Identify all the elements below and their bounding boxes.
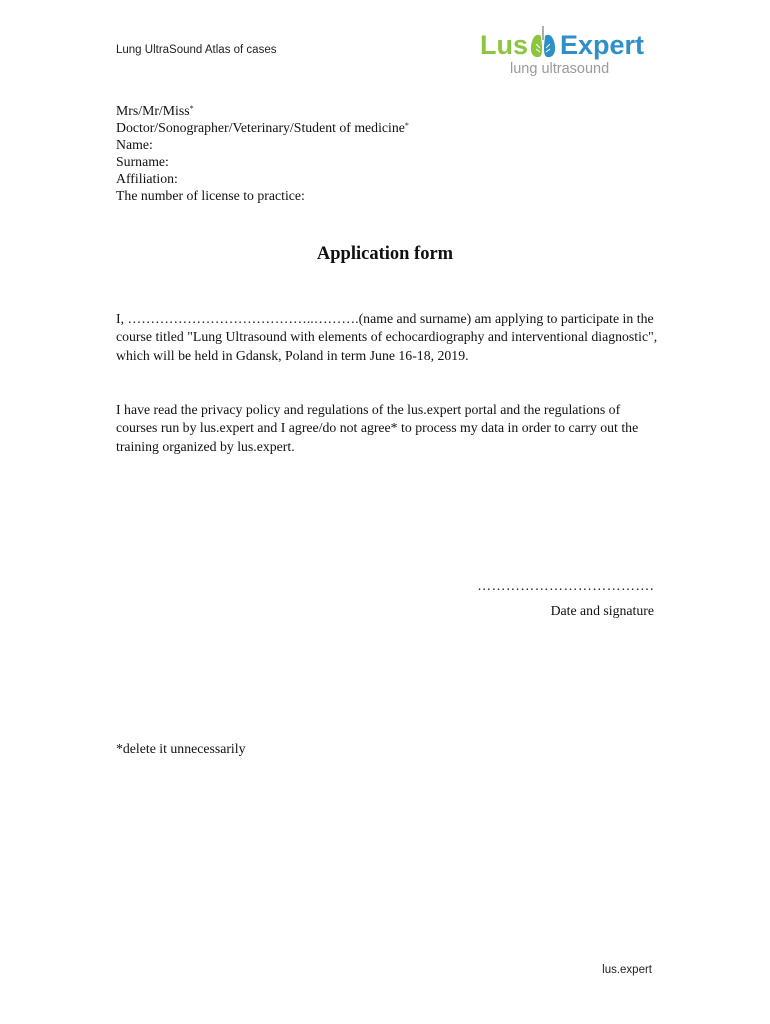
profession-label: Doctor/Sonographer/Veterinary/Student of medicine <box>116 120 405 135</box>
form-title: Application form <box>316 244 454 264</box>
footnote: *delete it unnecessarily <box>116 741 246 756</box>
profession-mark: * <box>404 121 409 130</box>
license-label: The number of license to practice: <box>116 188 305 203</box>
signature-label: Date and signature <box>550 603 654 618</box>
salutation-label: Mrs/Mr/Miss <box>116 103 190 118</box>
privacy-consent-paragraph: I have read the privacy policy and regulations of the lus.expert portal and the regulations of courses run by lus.expert and I agree/do not agree* to process my data in order to carry out the training organized by lus.expert. <box>116 402 639 454</box>
salutation-line <box>116 102 409 119</box>
participation-paragraph: I, …………………………………..……….(name and surname) am applying to participate in the course titled "Lung Ultrasound with elements of echocardiography and interventional diagnostic", which will be held in Gdansk, Poland in term June 16-18, 2019. <box>116 311 658 363</box>
header-title: Lung UltraSound Atlas of cases <box>116 44 277 56</box>
name-label: Name: <box>116 137 153 152</box>
logo-word-lus: Lus <box>480 30 529 60</box>
logo-word-expert: Expert <box>560 30 645 60</box>
applicant-fields <box>116 102 409 204</box>
profession-line <box>116 119 409 136</box>
lungs-icon <box>531 26 555 57</box>
footer-text: lus.expert <box>602 964 652 976</box>
signature-dots: ………………………………. <box>477 578 654 593</box>
affiliation-label: Affiliation: <box>116 171 178 186</box>
logo-graphic <box>480 18 655 64</box>
logo-subtitle: lung ultrasound <box>510 61 610 77</box>
lus-expert-logo <box>480 18 655 80</box>
salutation-mark: * <box>189 104 194 113</box>
surname-label: Surname: <box>116 154 169 169</box>
